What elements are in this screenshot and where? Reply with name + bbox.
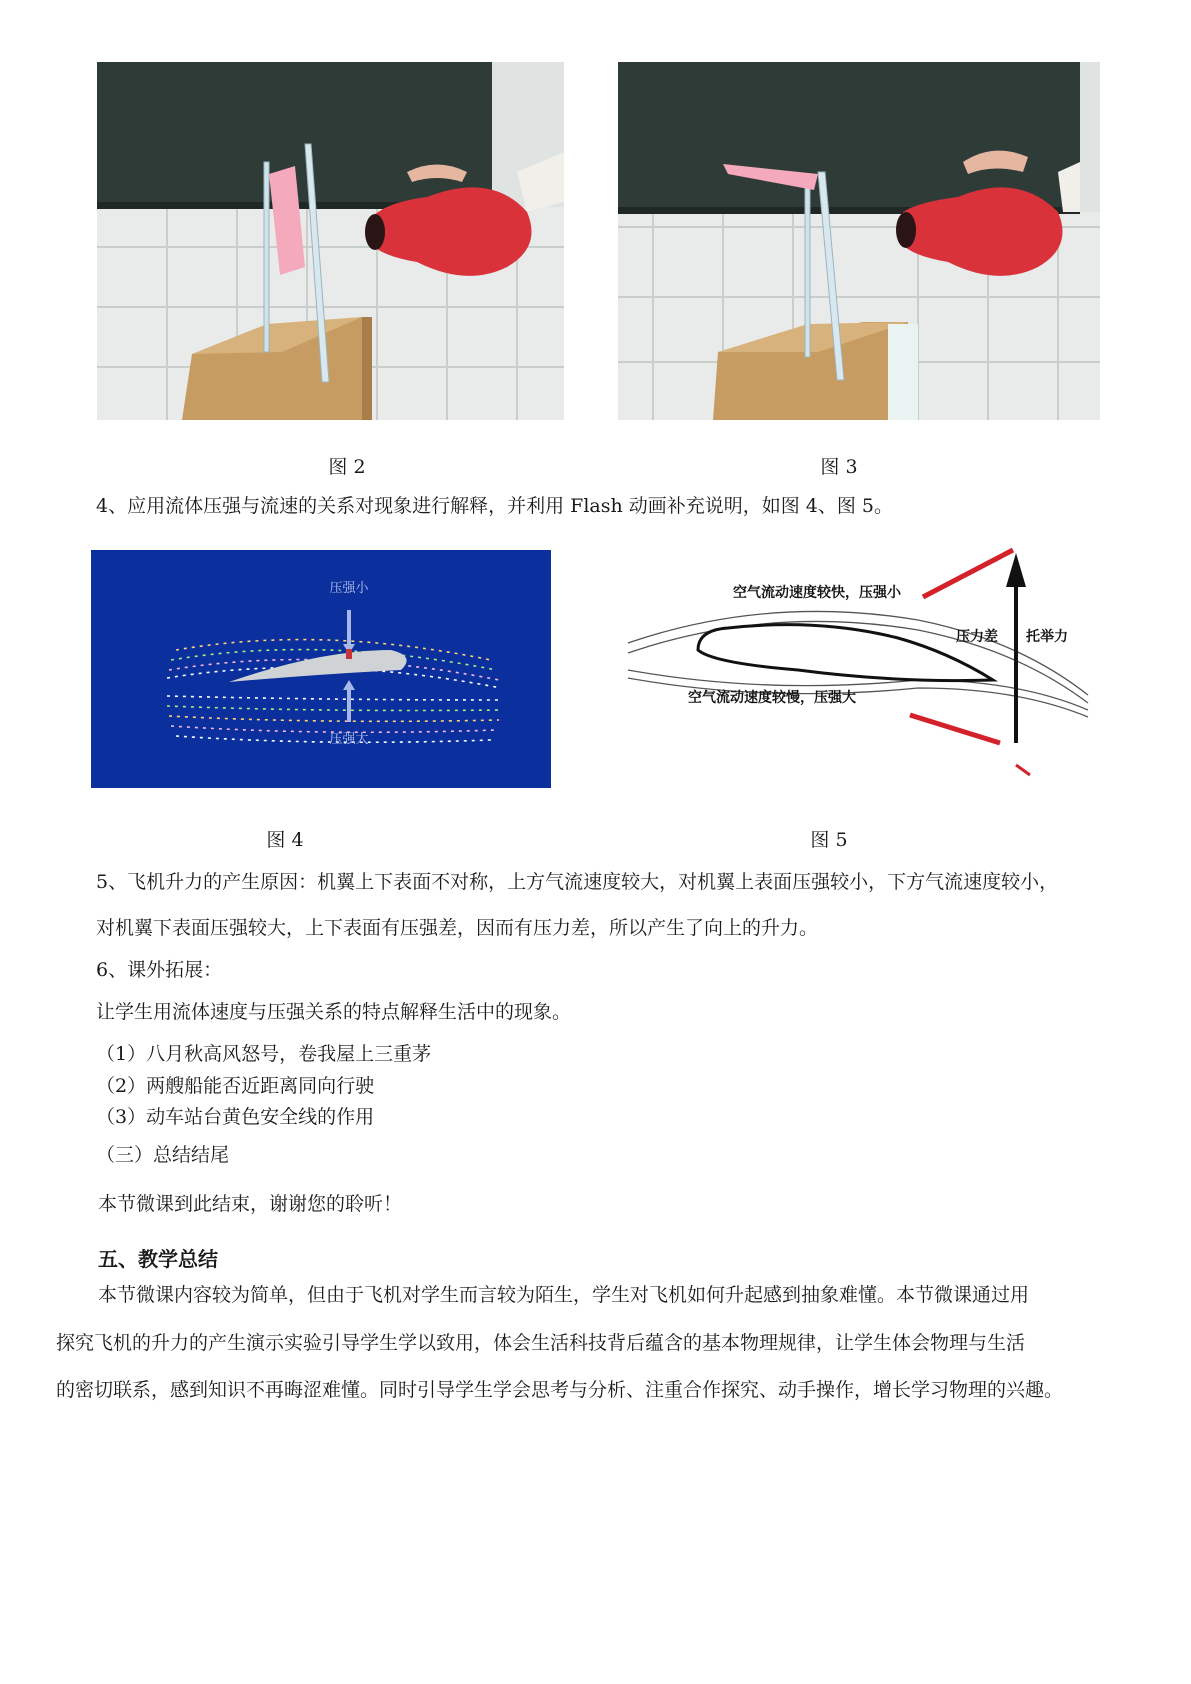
step-6-heading: 6、课外拓展： <box>96 959 223 981</box>
figure-5-lift-label: 托举力 <box>1026 629 1068 645</box>
list-item-2: （2）两艘船能否近距离同向行驶 <box>96 1075 375 1097</box>
figure-3-illustration <box>618 62 1100 420</box>
list-item-3: （3）动车站台黄色安全线的作用 <box>96 1106 375 1128</box>
summary-line-3: 的密切联系，感到知识不再晦涩难懂。同时引导学生学会思考与分析、注重合作探究、动手操作，增长学习物理的兴趣。 <box>56 1379 1064 1401</box>
figure-4-top-label: 压强小 <box>329 581 369 596</box>
figure-5-diagram <box>618 545 1098 795</box>
part-3-heading: （三）总结结尾 <box>96 1144 230 1166</box>
figure-2-caption: 图 2 <box>328 456 366 478</box>
figure-4-caption: 图 4 <box>266 829 304 851</box>
step-5-line-2: 对机翼下表面压强较大，上下表面有压强差，因而有压力差，所以产生了向上的升力。 <box>96 917 819 939</box>
figure-5-caption: 图 5 <box>810 829 848 851</box>
figure-2-illustration <box>97 62 564 420</box>
summary-line-2: 探究飞机的升力的产生演示实验引导学生学以致用，体会生活科技背后蕴含的基本物理规律，让学生体会物理与生活 <box>56 1332 1026 1354</box>
closing-text: 本节微课到此结束，谢谢您的聆听！ <box>98 1193 403 1215</box>
step-6-intro: 让学生用流体速度与压强关系的特点解释生活中的现象。 <box>96 1001 572 1023</box>
figure-5-lower-label: 空气流动速度较慢，压强大 <box>688 690 856 706</box>
step-5-line-1: 5、飞机升力的产生原因：机翼上下表面不对称，上方气流速度较大，对机翼上表面压强较小，下方气流速度较小， <box>96 871 1059 893</box>
list-item-1: （1）八月秋高风怒号，卷我屋上三重茅 <box>96 1043 432 1065</box>
figure-4-diagram <box>91 550 551 788</box>
figure-4-illustration <box>91 550 551 788</box>
figure-5-upper-label: 空气流动速度较快，压强小 <box>733 585 901 601</box>
figure-3-caption: 图 3 <box>820 456 858 478</box>
figure-3-photo <box>618 62 1100 420</box>
figure-4-bottom-label: 压强大 <box>329 732 369 747</box>
step-4-text: 4、应用流体压强与流速的关系对现象进行解释，并利用 Flash 动画补充说明，如图 4、图 5。 <box>96 495 894 517</box>
section-5-title: 五、教学总结 <box>98 1247 218 1271</box>
figure-5-illustration <box>618 545 1098 795</box>
summary-line-1: 本节微课内容较为简单，但由于飞机对学生而言较为陌生，学生对飞机如何升起感到抽象难懂。本节微课通过用 <box>98 1284 1030 1306</box>
figure-5-pressure-diff-label: 压力差 <box>956 629 998 645</box>
figure-2-photo <box>97 62 564 420</box>
